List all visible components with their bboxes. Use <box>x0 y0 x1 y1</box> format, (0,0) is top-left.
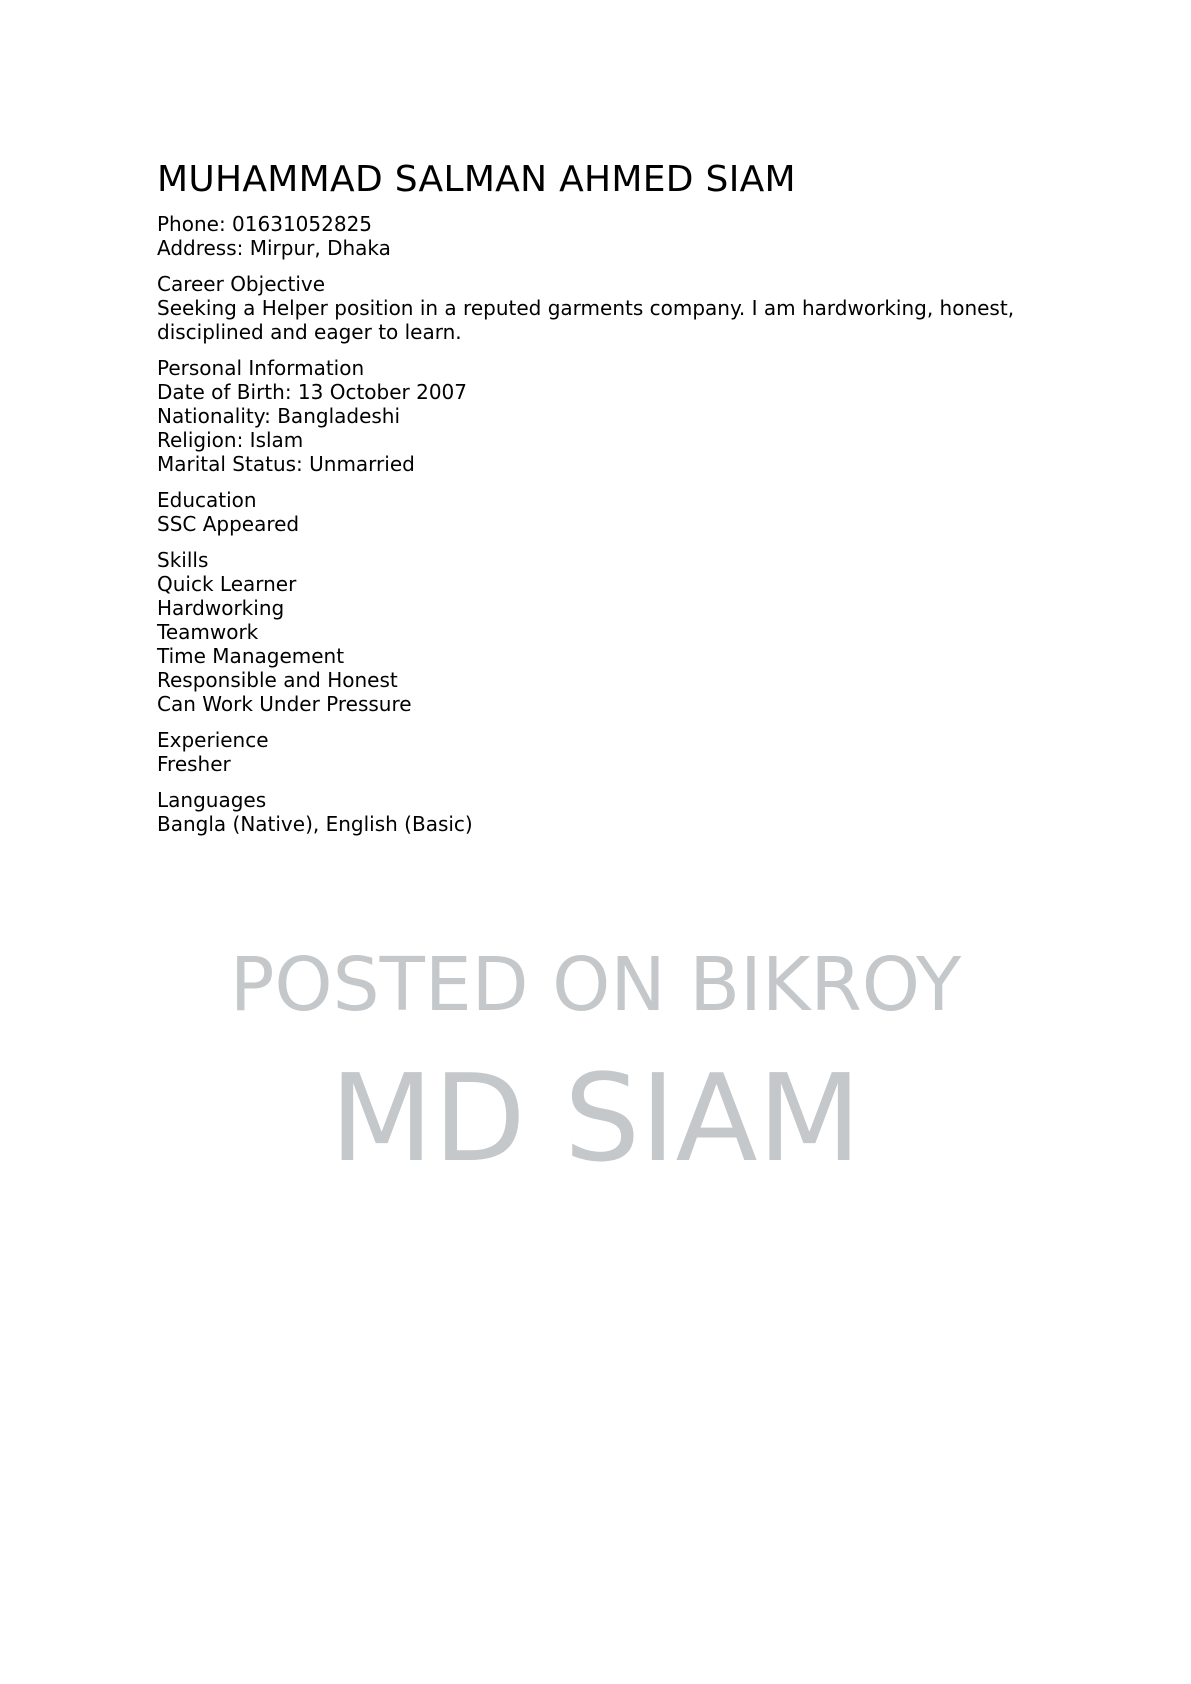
languages-item: Bangla (Native), English (Basic) <box>157 812 473 836</box>
education-section <box>157 488 1037 536</box>
address-text: Address: Mirpur, Dhaka <box>157 236 391 260</box>
education-item: SSC Appeared <box>157 512 300 536</box>
career-objective-heading: Career Objective <box>157 272 326 296</box>
languages-section <box>157 788 1037 836</box>
resume <box>157 158 1037 848</box>
watermark-posted-on: POSTED ON BIKROY <box>229 942 962 1028</box>
skills-heading: Skills <box>157 548 209 572</box>
date-of-birth-text: Date of Birth: 13 October 2007 <box>157 380 468 404</box>
skill-item: Can Work Under Pressure <box>157 692 412 716</box>
skill-item: Hardworking <box>157 596 285 620</box>
experience-item: Fresher <box>157 752 231 776</box>
contact-section <box>157 212 1037 260</box>
personal-information-heading: Personal Information <box>157 356 365 380</box>
personal-information-section <box>157 356 1037 476</box>
skill-item: Quick Learner <box>157 572 297 596</box>
education-heading: Education <box>157 488 257 512</box>
skills-section <box>157 548 1037 716</box>
marital-status-text: Marital Status: Unmarried <box>157 452 415 476</box>
career-objective-section <box>157 272 1037 344</box>
career-objective-text: Seeking a Helper position in a reputed garments company. I am hardworking, honest, disciplined and eager to learn. <box>157 296 1015 344</box>
skill-item: Responsible and Honest <box>157 668 398 692</box>
skill-item: Time Management <box>157 644 345 668</box>
languages-heading: Languages <box>157 788 267 812</box>
watermark-name: MD SIAM <box>329 1050 862 1189</box>
phone-text: Phone: 01631052825 <box>157 212 373 236</box>
skill-item: Teamwork <box>157 620 259 644</box>
experience-heading: Experience <box>157 728 269 752</box>
resume-name: MUHAMMAD SALMAN AHMED SIAM <box>157 159 796 200</box>
experience-section <box>157 728 1037 776</box>
nationality-text: Nationality: Bangladeshi <box>157 404 401 428</box>
religion-text: Religion: Islam <box>157 428 304 452</box>
